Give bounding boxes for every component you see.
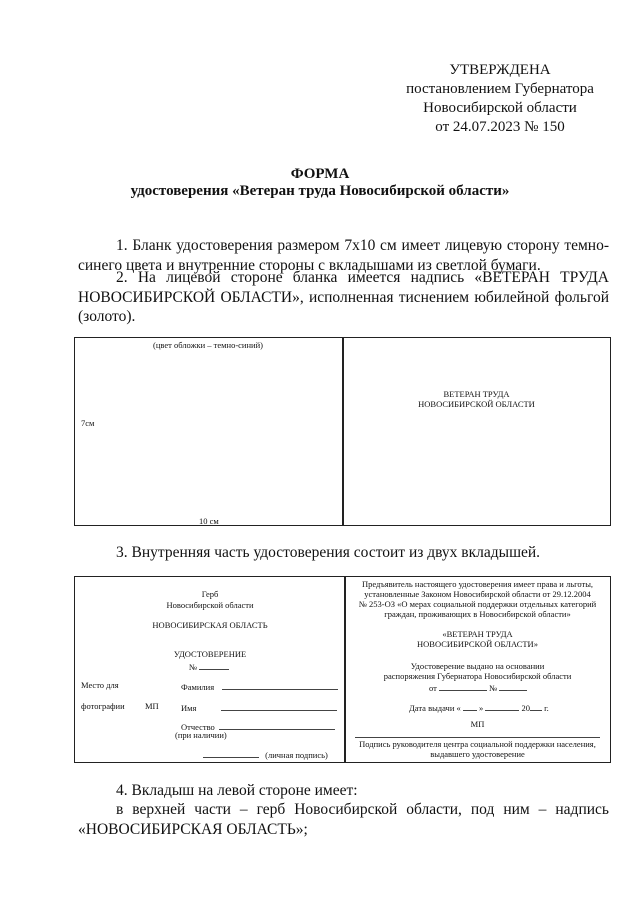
issued-basis-line-2: распоряжения Губернатора Новосибирской области	[383, 671, 572, 681]
cover-height-label: 7см	[81, 418, 95, 428]
cover-width-label: 10 см	[199, 516, 219, 526]
surname-label: Фамилия	[181, 682, 215, 692]
approval-date: от 24.07.2023 № 150	[435, 119, 565, 135]
seal-place-right: МП	[470, 719, 485, 729]
signature-label: (личная подпись)	[265, 750, 328, 760]
order-from-label: от	[429, 683, 437, 693]
certificate-title: УДОСТОВЕРЕНИЕ	[173, 649, 247, 659]
approval-decree: постановлением Губернатора	[406, 81, 594, 97]
coat-of-arms-line-2: Новосибирской области	[166, 600, 254, 610]
rights-line-1: Предъявитель настоящего удостоверения имеет права и льготы,	[361, 579, 594, 589]
photo-place-line-2: фотографии	[81, 701, 125, 711]
seal-place-left: МП	[145, 701, 159, 711]
surname-row	[181, 680, 338, 693]
insert-title-line-1: «ВЕТЕРАН ТРУДА	[442, 629, 513, 639]
cover-back-panel	[74, 337, 344, 526]
cover-color-note: (цвет обложки – темно-синий)	[153, 340, 263, 350]
issue-date-row	[409, 701, 549, 714]
signature-row	[203, 748, 328, 761]
insert-right-panel	[344, 576, 611, 763]
order-number-label: №	[489, 683, 498, 693]
name-line	[221, 701, 337, 711]
paragraph-1: 1. Бланк удостоверения размером 7х10 см имеет лицевую сторону темно-синего цвета и внутренние стороны с вкладышами из светлой бумаги.	[78, 237, 609, 274]
form-subheading: удостоверения «Ветеран труда Новосибирской области»	[130, 183, 510, 199]
rights-line-2: установленные Законом Новосибирской области от 29.12.2004	[364, 589, 591, 599]
insert-left-panel	[74, 576, 346, 763]
issue-year-prefix: 20	[521, 703, 530, 713]
issue-date-label: Дата выдачи «	[409, 703, 461, 713]
issue-date-quote: »	[479, 703, 484, 713]
name-row	[181, 701, 337, 714]
patronymic-line	[219, 720, 335, 730]
issue-month-line	[485, 701, 519, 711]
rights-line-4: граждан, проживающих в Новосибирской области»	[384, 609, 571, 619]
signature-line	[203, 748, 259, 758]
patronymic-note: (при наличии)	[175, 730, 227, 740]
certificate-number-label: №	[189, 662, 198, 672]
cover-title-line-2: НОВОСИБИРСКОЙ ОБЛАСТИ	[418, 399, 535, 409]
coat-of-arms-line-1: Герб	[201, 589, 219, 599]
rights-line-3: № 253-ОЗ «О мерах социальной поддержки отдельных категорий	[358, 599, 597, 609]
head-signature-line	[355, 737, 600, 738]
paragraph-2: 2. На лицевой стороне бланка имеется надпись «ВЕТЕРАН ТРУДА НОВОСИБИРСКОЙ ОБЛАСТИ», исполненная тиснением юбилейной фольгой (золото).	[78, 269, 609, 325]
cover-title-line-1: ВЕТЕРАН ТРУДА	[443, 389, 510, 399]
issue-year-suffix: г.	[544, 703, 549, 713]
name-label: Имя	[181, 703, 197, 713]
approval-block	[400, 61, 600, 137]
paragraph-4: 4. Вкладыш на левой стороне имеет:	[116, 782, 358, 799]
insert-title-line-2: НОВОСИБИРСКОЙ ОБЛАСТИ»	[417, 639, 538, 649]
issue-day-line	[463, 701, 477, 711]
approval-title: УТВЕРЖДЕНА	[449, 62, 551, 78]
surname-line	[222, 680, 338, 690]
form-heading: ФОРМА	[290, 166, 350, 182]
approval-region: Новосибирской области	[423, 100, 577, 116]
cover-front-panel	[342, 337, 611, 526]
paragraph-3: 3. Внутренняя часть удостоверения состоит из двух вкладышей.	[116, 544, 541, 561]
head-signature-line-1: Подпись руководителя центра социальной поддержки населения,	[359, 739, 596, 749]
photo-place-line-1: Место для	[81, 680, 119, 690]
patronymic-label: Отчество	[181, 722, 215, 732]
order-date-row	[429, 681, 527, 694]
certificate-number-line	[199, 660, 229, 670]
certificate-number-row	[189, 660, 229, 673]
paragraph-5: в верхней части – герб Новосибирской области, под ним – надпись «НОВОСИБИРСКАЯ ОБЛАСТЬ»;	[78, 801, 609, 838]
head-signature-line-2: выдавшего удостоверение	[430, 749, 525, 759]
issued-basis-line-1: Удостоверение выдано на основании	[410, 661, 545, 671]
issue-year-line	[530, 701, 542, 711]
region-name: НОВОСИБИРСКАЯ ОБЛАСТЬ	[152, 620, 268, 630]
order-date-line	[439, 681, 487, 691]
order-number-line	[499, 681, 527, 691]
